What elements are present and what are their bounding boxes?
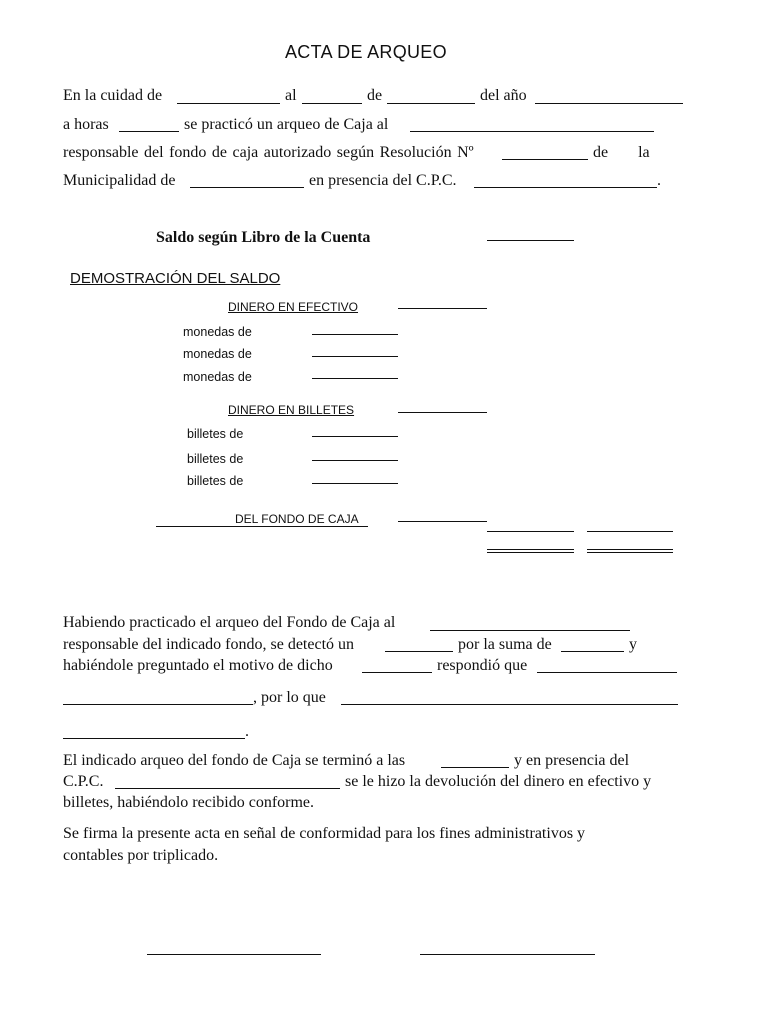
blank-mes xyxy=(387,103,475,104)
detalle-text-detecto: responsable del indicado fondo, se detectó un xyxy=(63,636,355,653)
blank-respuesta xyxy=(537,672,677,673)
intro-text-del-ano: del año xyxy=(480,87,527,104)
blank-cpc xyxy=(474,187,657,188)
blank-consecuencia xyxy=(341,704,678,705)
monedas-item: monedas de xyxy=(183,370,252,384)
blank-ciudad xyxy=(177,103,280,104)
signature-line-left xyxy=(147,954,321,955)
detalle-text-por-lo-que: , por lo que xyxy=(253,689,326,706)
blank-dia xyxy=(302,103,362,104)
intro-text-presencia: en presencia del C.P.C. xyxy=(309,172,457,189)
document-title: ACTA DE ARQUEO xyxy=(285,42,447,62)
blank-billetes xyxy=(312,483,398,484)
billetes-item: billetes de xyxy=(187,474,244,488)
double-rule-left-bottom xyxy=(487,552,574,553)
cierre-text-presencia: y en presencia del xyxy=(514,752,630,769)
blank-detectado xyxy=(385,651,453,652)
firma-text-line2: contables por triplicado. xyxy=(63,847,219,864)
intro-text-de-la: de la xyxy=(593,144,650,161)
blank-efectivo-total xyxy=(398,308,487,309)
detalle-text-y: y xyxy=(629,636,637,653)
blank-ano xyxy=(535,103,683,104)
demostracion-heading: DEMOSTRACIÓN DEL SALDO xyxy=(70,270,281,287)
blank-hora xyxy=(119,131,179,132)
intro-text-ciudad: En la cuidad de xyxy=(63,87,163,104)
monedas-item: monedas de xyxy=(183,347,252,361)
signature-line-right xyxy=(420,954,595,955)
blank-suma xyxy=(561,651,624,652)
fondo-label: DEL FONDO DE CAJA xyxy=(235,512,359,526)
efectivo-label: DINERO EN EFECTIVO xyxy=(228,300,359,314)
double-rule-right-top xyxy=(587,549,673,550)
blank-consecuencia-cont xyxy=(63,738,245,739)
detalle-period: . xyxy=(245,723,249,740)
monedas-item: monedas de xyxy=(183,325,252,339)
blank-total-right xyxy=(587,531,673,532)
blank-billetes-total xyxy=(398,412,487,413)
billetes-item: billetes de xyxy=(187,427,244,441)
blank-saldo-libro xyxy=(487,240,574,241)
detalle-text-habiendo: Habiendo practicado el arqueo del Fondo de Caja al xyxy=(63,614,396,631)
cierre-text-termino: El indicado arqueo del fondo de Caja se terminó a las xyxy=(63,752,406,769)
blank-total-left xyxy=(487,531,574,532)
intro-text-al: al xyxy=(285,87,297,104)
detalle-text-respondio: respondió que xyxy=(437,657,528,674)
double-rule-left-top xyxy=(487,549,574,550)
blank-resolucion xyxy=(502,159,588,160)
intro-text-resolucion: responsable del fondo de caja autorizado según Resolución Nº xyxy=(63,144,474,161)
firma-text-line1: Se firma la presente acta en señal de conformidad para los fines administrativos y xyxy=(63,825,586,842)
blank-motivo xyxy=(362,672,432,673)
blank-responsable xyxy=(410,131,654,132)
blank-responsable-fondo xyxy=(430,630,630,631)
blank-monedas xyxy=(312,378,398,379)
intro-text-a-horas: a horas xyxy=(63,116,109,133)
blank-fondo-total xyxy=(398,521,487,522)
blank-municipalidad xyxy=(190,187,304,188)
blank-hora-termino xyxy=(441,767,509,768)
billetes-label: DINERO EN BILLETES xyxy=(228,403,355,417)
blank-billetes xyxy=(312,436,398,437)
intro-text-de: de xyxy=(367,87,383,104)
blank-monedas xyxy=(312,356,398,357)
blank-monedas xyxy=(312,334,398,335)
cierre-text-cpc: C.P.C. xyxy=(63,773,104,790)
intro-text-municipalidad: Municipalidad de xyxy=(63,172,176,189)
detalle-text-motivo: habiéndole preguntado el motivo de dicho xyxy=(63,657,333,674)
double-rule-right-bottom xyxy=(587,552,673,553)
intro-text-arqueo: se practicó un arqueo de Caja al xyxy=(184,116,389,133)
detalle-text-suma: por la suma de xyxy=(458,636,552,653)
blank-cpc-cierre xyxy=(115,788,340,789)
cierre-text-conforme: billetes, habiéndolo recibido conforme. xyxy=(63,794,315,811)
cierre-text-devolucion: se le hizo la devolución del dinero en efectivo y xyxy=(345,773,652,790)
fondo-underline xyxy=(156,526,368,527)
intro-period: . xyxy=(657,172,661,189)
billetes-item: billetes de xyxy=(187,452,244,466)
blank-billetes xyxy=(312,460,398,461)
blank-respuesta-cont xyxy=(63,704,253,705)
saldo-libro-label: Saldo según Libro de la Cuenta xyxy=(156,229,371,246)
